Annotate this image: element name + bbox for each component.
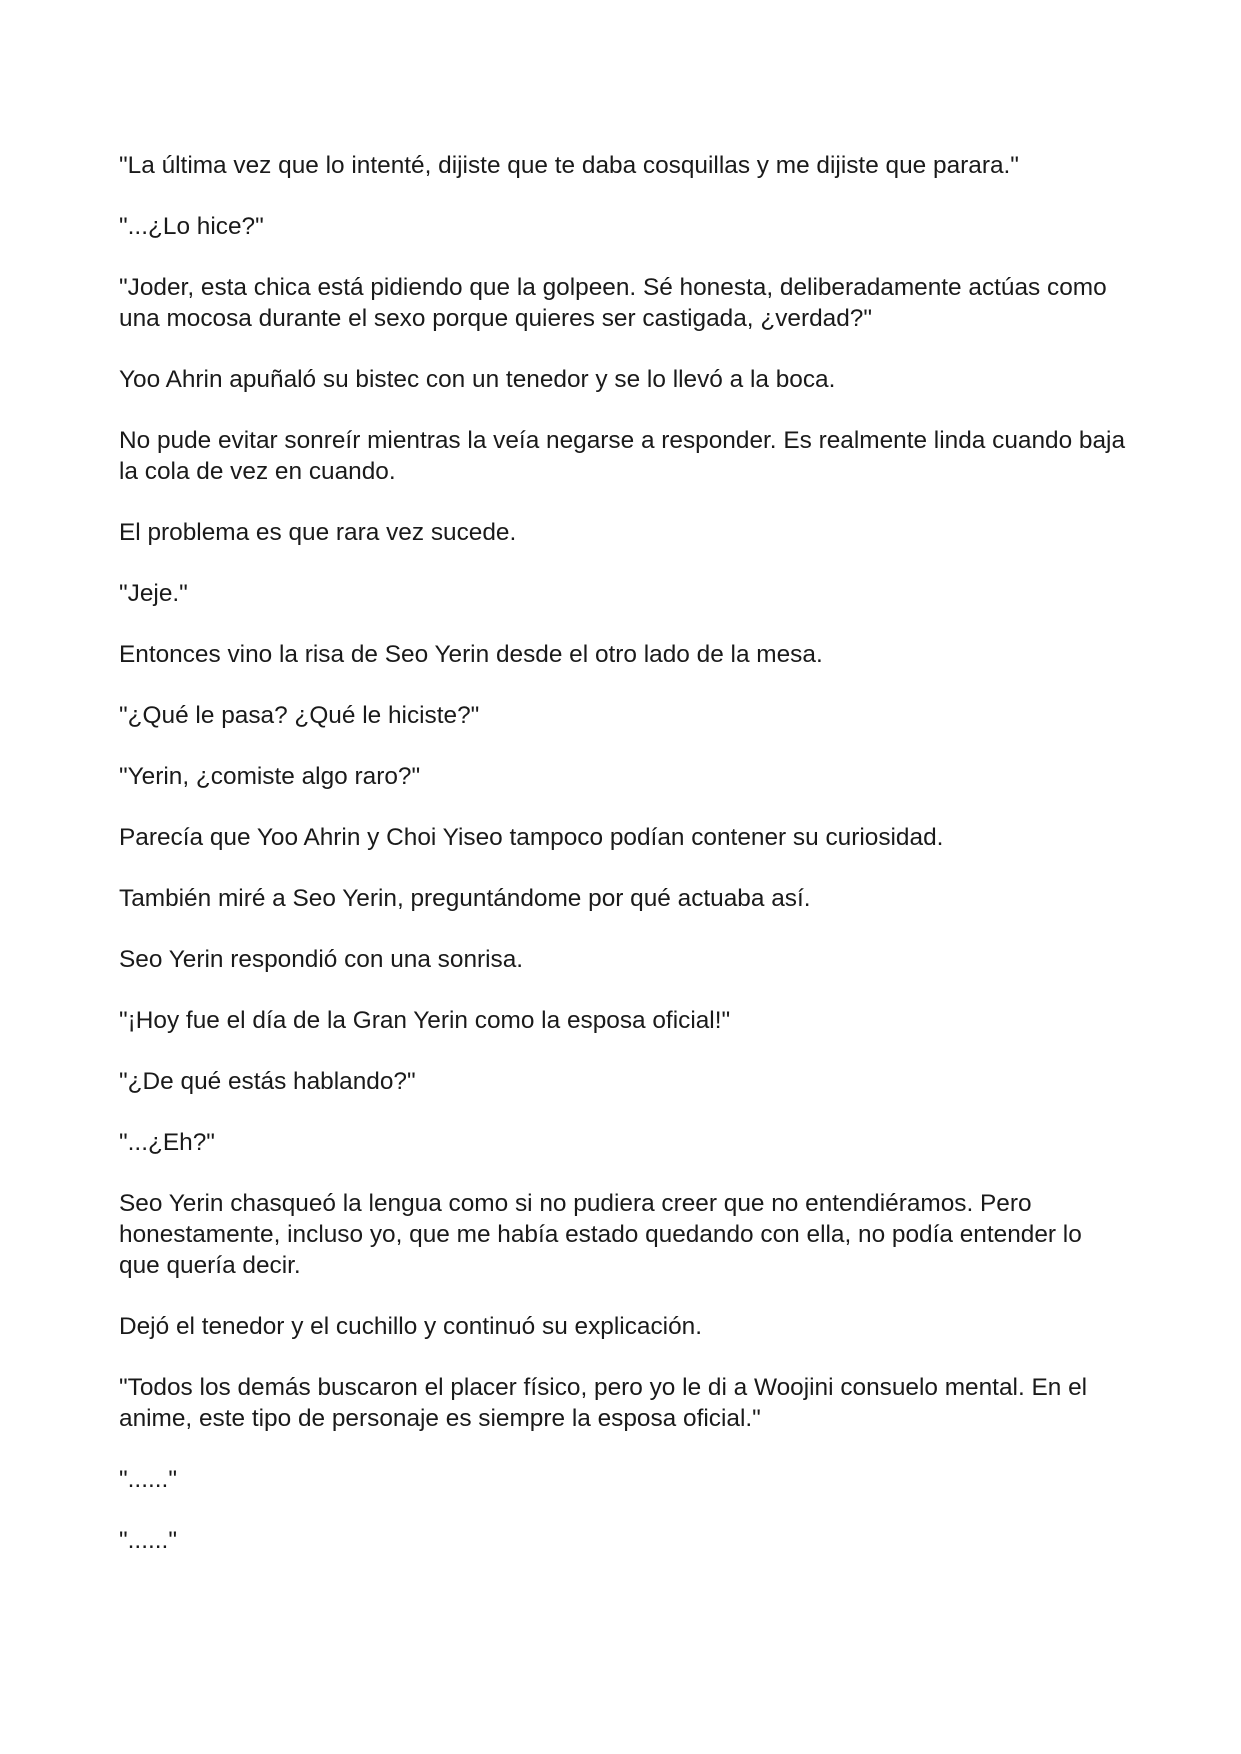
paragraph: El problema es que rara vez sucede. [119, 519, 517, 546]
paragraph: "Yerin, ¿comiste algo raro?" [119, 763, 421, 790]
paragraph: "......" [119, 1527, 177, 1554]
document-body [119, 150, 1129, 1586]
paragraph: Seo Yerin respondió con una sonrisa. [119, 946, 524, 973]
paragraph: "¡Hoy fue el día de la Gran Yerin como la esposa oficial!" [119, 1007, 731, 1034]
paragraph: "...¿Lo hice?" [119, 213, 264, 240]
paragraph: También miré a Seo Yerin, preguntándome por qué actuaba así. [119, 885, 811, 912]
paragraph: Yoo Ahrin apuñaló su bistec con un tenedor y se lo llevó a la boca. [119, 366, 836, 393]
paragraph: "......" [119, 1466, 177, 1493]
paragraph: "La última vez que lo intenté, dijiste que te daba cosquillas y me dijiste que parara." [119, 152, 1019, 179]
paragraph: Dejó el tenedor y el cuchillo y continuó su explicación. [119, 1313, 702, 1340]
paragraph: No pude evitar sonreír mientras la veía negarse a responder. Es realmente linda cuando baja la cola de vez en cuando. [119, 427, 1126, 485]
paragraph: "Joder, esta chica está pidiendo que la golpeen. Sé honesta, deliberadamente actúas como una mocosa durante el sexo porque quieres ser castigada, ¿verdad?" [119, 274, 1107, 332]
paragraph: "...¿Eh?" [119, 1129, 215, 1156]
paragraph: "Todos los demás buscaron el placer físico, pero yo le di a Woojini consuelo mental. En el anime, este tipo de personaje es siempre la esposa oficial." [119, 1374, 1088, 1432]
paragraph: Seo Yerin chasqueó la lengua como si no pudiera creer que no entendiéramos. Pero honestamente, incluso yo, que me había estado quedando con ella, no podía entender lo que quería decir. [119, 1190, 1082, 1279]
paragraph: Entonces vino la risa de Seo Yerin desde el otro lado de la mesa. [119, 641, 823, 668]
paragraph: Parecía que Yoo Ahrin y Choi Yiseo tampoco podían contener su curiosidad. [119, 824, 944, 851]
paragraph: "Jeje." [119, 580, 188, 607]
paragraph: "¿De qué estás hablando?" [119, 1068, 416, 1095]
paragraph: "¿Qué le pasa? ¿Qué le hiciste?" [119, 702, 480, 729]
